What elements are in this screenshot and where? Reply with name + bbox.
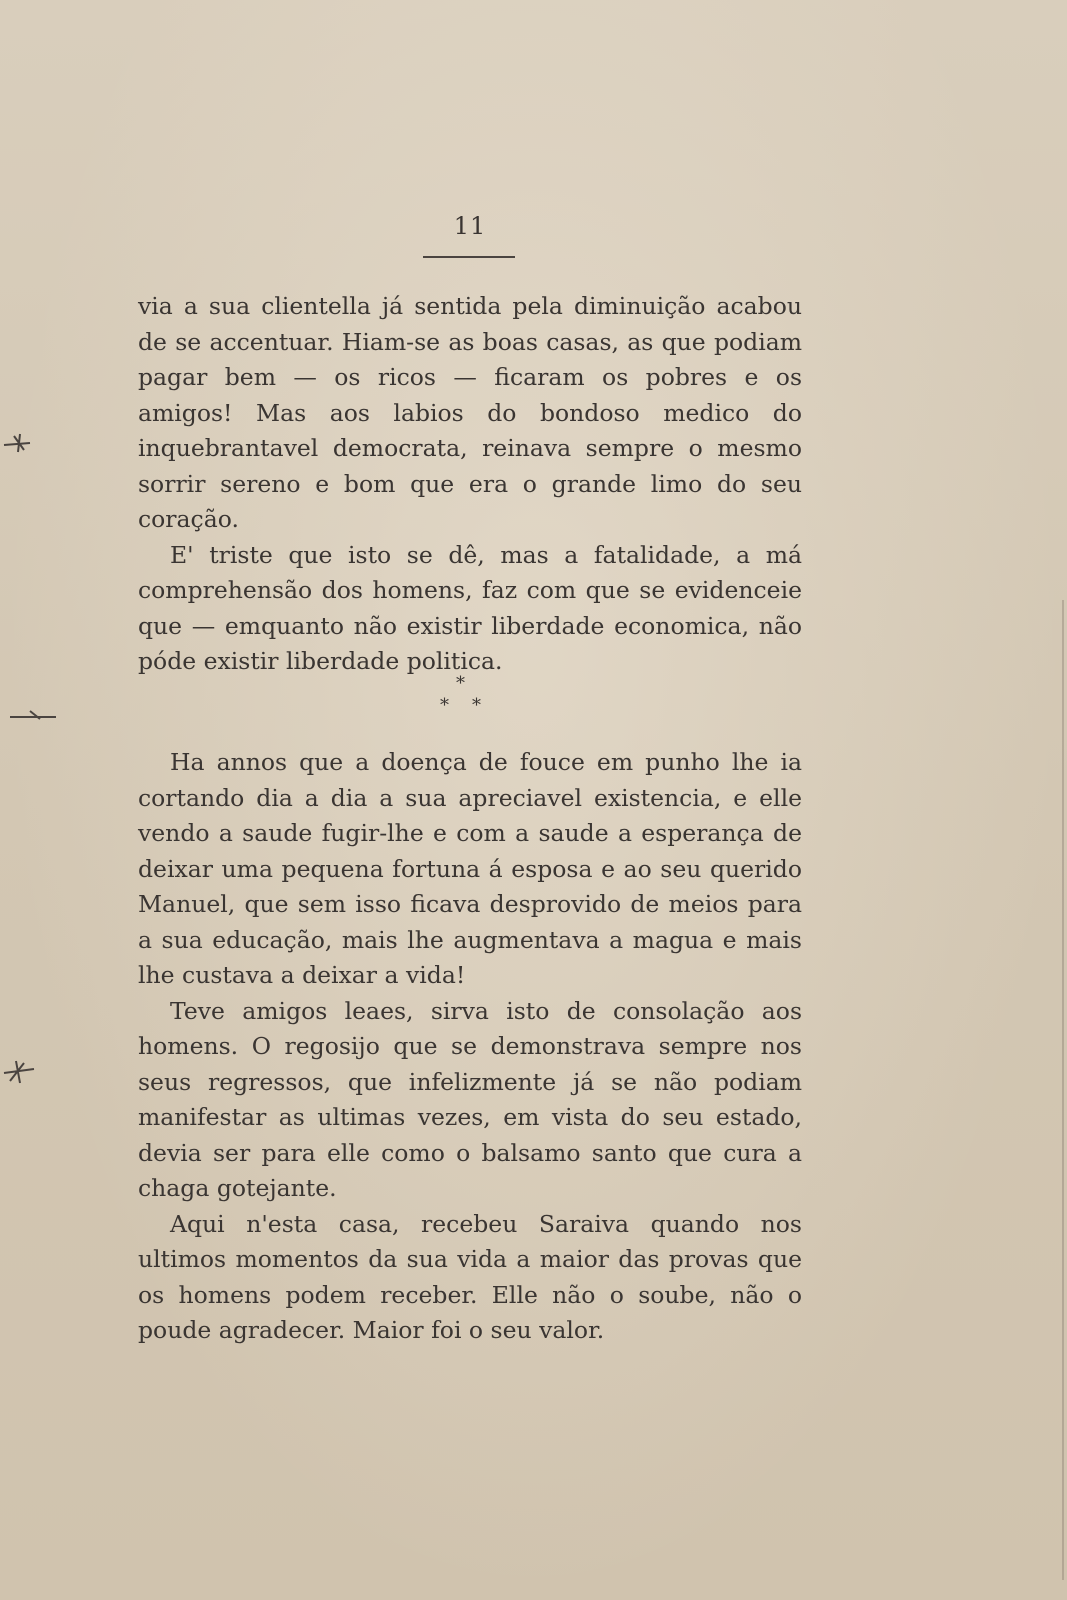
paragraph-2: E' triste que isto se dê, mas a fatalidade, a má comprehensão dos homens, faz com que se evidenceie que — emquanto não existir liberdade economica, não póde existir liberdade politica. [138,540,802,675]
paragraph-3: Ha annos que a doença de fouce em punho lhe ia cortando dia a dia a sua apreciavel existencia, e elle vendo a saude fugir-lhe e com a saude a esperança de deixar uma pequena fortuna á esposa e ao seu querido Manuel, que sem isso ficava desprovido de meios para a sua educação, mais lhe augmentava a magua e mais lhe custava a deixar a vida! [138,748,802,989]
text-block-bottom [138,745,802,1349]
page-edge-shadow [1062,600,1064,1580]
page-number-rule [423,256,515,258]
margin-binding-mark [0,705,50,735]
section-asterism [440,673,500,723]
margin-binding-mark [0,428,50,458]
asterisk-right: * [472,695,481,716]
page-number: 11 [453,212,487,240]
text-block-top [138,289,802,680]
paragraph-4: Teve amigos leaes, sirva isto de consolação aos homens. O regosijo que se demonstrava sempre nos seus regressos, que infelizmente já se não podiam manifestar as ultimas vezes, em vista do seu estado, devia ser para elle como o balsamo santo que cura a chaga gotejante. [138,996,802,1202]
asterisk-left: * [440,695,449,716]
margin-binding-mark [0,1055,50,1085]
asterisk-top: * [456,673,465,694]
paragraph-5: Aqui n'esta casa, recebeu Saraiva quando nos ultimos momentos da sua vida a maior das provas que os homens podem receber. Elle não o soube, não o poude agradecer. Maior foi o seu valor. [138,1209,802,1344]
paragraph-1: via a sua clientella já sentida pela diminuição acabou de se accentuar. Hiam-se as boas casas, as que podiam pagar bem — os ricos — ficaram os pobres e os amigos! Mas aos labios do bondoso medico do inquebrantavel democrata, reinava sempre o mesmo sorrir sereno e bom que era o grande limo do seu coração. [138,292,802,533]
